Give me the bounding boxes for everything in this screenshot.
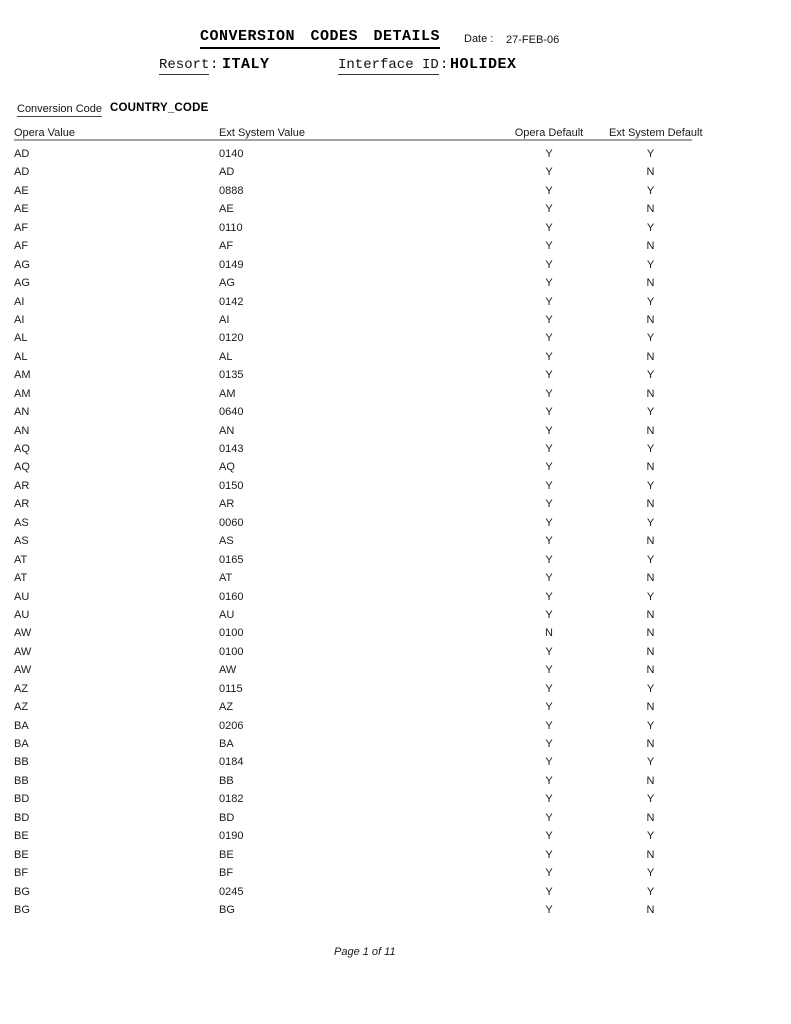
ext-system-default-cell: Y — [646, 756, 655, 769]
opera-default-cell: Y — [545, 332, 553, 345]
opera-value-cell: AW — [14, 627, 32, 640]
opera-value-cell: AD — [14, 148, 30, 160]
opera-value-cell: BE — [14, 848, 29, 861]
opera-value-cell: BG — [14, 885, 30, 898]
ext-system-default-cell: N — [646, 387, 655, 400]
ext-system-default-cell: Y — [646, 479, 655, 492]
opera-value-cell: AM — [14, 387, 31, 400]
ext-system-value-cell: AD — [219, 166, 235, 179]
opera-value-cell: AI — [14, 313, 25, 326]
table-header — [14, 127, 703, 139]
table-row — [14, 661, 692, 679]
ext-system-value-cell: BE — [219, 848, 234, 861]
table-row — [14, 569, 692, 587]
table-row — [14, 753, 692, 771]
ext-system-value-cell: 0100 — [219, 645, 244, 658]
table-row — [14, 606, 692, 624]
opera-value-cell: AQ — [14, 443, 30, 455]
table-row — [14, 440, 692, 458]
opera-value-cell: AT — [14, 572, 28, 585]
ext-system-value-cell: AM — [219, 387, 236, 400]
opera-value-cell: BD — [14, 793, 30, 806]
ext-system-value-cell: 0888 — [219, 184, 244, 197]
ext-system-value-cell: AG — [219, 277, 235, 290]
table-row — [14, 624, 692, 642]
ext-system-value-cell: BG — [219, 903, 235, 916]
table-row — [14, 458, 692, 476]
resort-label: Resort — [159, 57, 210, 73]
ext-system-default-cell: N — [646, 350, 655, 363]
opera-default-cell: Y — [545, 793, 553, 806]
ext-system-value-cell: AE — [219, 203, 234, 216]
opera-default-cell: Y — [545, 811, 553, 824]
opera-value-cell: AZ — [14, 682, 29, 695]
ext-system-value-cell: AF — [219, 240, 234, 253]
table-row — [14, 717, 692, 735]
opera-value-cell: AD — [14, 166, 30, 179]
table-row — [14, 163, 692, 181]
ext-system-value-cell: 0206 — [219, 719, 244, 732]
conversion-code-label: Conversion Code — [17, 103, 102, 115]
opera-value-cell: AR — [14, 479, 30, 492]
table-row — [14, 237, 692, 255]
table-row — [14, 532, 692, 550]
ext-system-value-cell: BD — [219, 811, 235, 824]
table-row — [14, 348, 692, 366]
table-row — [14, 772, 692, 790]
table-row — [14, 809, 692, 827]
column-header-ext-system-default: Ext System Default — [609, 127, 703, 139]
ext-system-value-cell: 0115 — [219, 682, 243, 695]
ext-system-default-cell: Y — [646, 885, 655, 898]
ext-system-value-cell: 0142 — [219, 295, 244, 308]
opera-default-cell: N — [545, 627, 553, 640]
opera-default-cell: Y — [545, 867, 553, 880]
ext-system-value-cell: 0640 — [219, 406, 244, 419]
opera-value-cell: AE — [14, 184, 29, 197]
ext-system-value-cell: AT — [219, 572, 233, 585]
ext-system-default-cell: Y — [646, 590, 655, 603]
ext-system-default-cell: Y — [646, 443, 655, 455]
opera-value-cell: AW — [14, 664, 32, 677]
opera-default-cell: Y — [545, 608, 553, 621]
ext-system-default-cell: Y — [646, 553, 655, 566]
ext-system-default-cell: N — [646, 848, 655, 861]
opera-default-cell: Y — [545, 756, 553, 769]
opera-value-cell: BD — [14, 811, 30, 824]
ext-system-default-cell: N — [646, 240, 655, 253]
ext-system-value-cell: AS — [219, 535, 234, 548]
opera-default-cell: Y — [545, 443, 553, 455]
opera-value-cell: AN — [14, 424, 30, 437]
opera-value-cell: AG — [14, 258, 30, 271]
table-row — [14, 680, 692, 698]
opera-default-cell: Y — [545, 553, 553, 566]
opera-value-cell: BG — [14, 903, 30, 916]
ext-system-value-cell: 0150 — [219, 479, 244, 492]
table-row — [14, 422, 692, 440]
opera-default-cell: Y — [545, 682, 553, 695]
ext-system-default-cell: N — [646, 424, 655, 437]
opera-default-cell: Y — [545, 738, 553, 750]
opera-value-cell: BB — [14, 774, 29, 787]
opera-default-cell: Y — [545, 313, 553, 326]
ext-system-default-cell: Y — [646, 867, 655, 880]
table-row — [14, 735, 692, 753]
ext-system-value-cell: 0060 — [219, 516, 244, 529]
ext-system-value-cell: AW — [219, 664, 237, 677]
ext-system-default-cell: N — [646, 608, 655, 621]
table-row — [14, 182, 692, 200]
table-row — [14, 256, 692, 274]
opera-default-cell: Y — [545, 516, 553, 529]
ext-system-default-cell: N — [646, 498, 655, 511]
table-row — [14, 643, 692, 661]
ext-system-value-cell: 0184 — [219, 756, 244, 769]
ext-system-value-cell: AQ — [219, 461, 235, 474]
ext-system-default-cell: N — [646, 461, 655, 474]
opera-value-cell: AN — [14, 406, 30, 419]
ext-system-default-cell: N — [646, 313, 655, 326]
opera-value-cell: AI — [14, 295, 25, 308]
ext-system-default-cell: Y — [646, 332, 655, 345]
ext-system-default-cell: Y — [646, 793, 655, 806]
opera-default-cell: Y — [545, 221, 553, 234]
column-header-opera-default: Opera Default — [514, 127, 584, 139]
opera-default-cell: Y — [545, 350, 553, 363]
table-row — [14, 274, 692, 292]
ext-system-default-cell: Y — [646, 184, 655, 197]
opera-default-cell: Y — [545, 406, 553, 419]
ext-system-default-cell: N — [646, 774, 655, 787]
table-row — [14, 366, 692, 384]
ext-system-value-cell: AU — [219, 608, 235, 621]
opera-default-cell: Y — [545, 535, 553, 548]
opera-value-cell: AU — [14, 590, 30, 603]
opera-default-cell: Y — [545, 424, 553, 437]
opera-value-cell: AL — [14, 332, 28, 345]
ext-system-value-cell: BB — [219, 774, 234, 787]
opera-default-cell: Y — [545, 774, 553, 787]
ext-system-value-cell: 0140 — [219, 148, 244, 160]
opera-value-cell: BA — [14, 738, 29, 750]
table-row — [14, 200, 692, 218]
table-body — [14, 145, 692, 919]
opera-default-cell: Y — [545, 166, 553, 179]
ext-system-value-cell: 0135 — [219, 369, 244, 382]
table-row — [14, 403, 692, 421]
opera-value-cell: AS — [14, 535, 29, 548]
column-header-ext-system-value: Ext System Value — [219, 127, 305, 139]
table-row — [14, 790, 692, 808]
opera-value-cell: AS — [14, 516, 29, 529]
opera-default-cell: Y — [545, 479, 553, 492]
ext-system-default-cell: Y — [646, 148, 655, 160]
ext-system-default-cell: N — [646, 277, 655, 290]
ext-system-default-cell: N — [646, 203, 655, 216]
page-number: Page 1 of 11 — [334, 946, 396, 958]
ext-system-default-cell: Y — [646, 682, 655, 695]
opera-default-cell: Y — [545, 387, 553, 400]
date-value: 27-FEB-06 — [506, 34, 560, 46]
opera-default-cell: Y — [545, 295, 553, 308]
table-row — [14, 329, 692, 347]
table-row — [14, 385, 692, 403]
opera-default-cell: Y — [545, 719, 553, 732]
opera-value-cell: AF — [14, 240, 29, 253]
opera-default-cell: Y — [545, 590, 553, 603]
opera-value-cell: AL — [14, 350, 28, 363]
ext-system-default-cell: Y — [646, 406, 655, 419]
opera-default-cell: Y — [545, 701, 553, 714]
ext-system-value-cell: 0149 — [219, 258, 244, 271]
ext-system-value-cell: 0160 — [219, 590, 244, 603]
table-row — [14, 588, 692, 606]
ext-system-default-cell: N — [646, 738, 655, 750]
opera-value-cell: AU — [14, 608, 30, 621]
ext-system-value-cell: 0245 — [219, 885, 244, 898]
column-header-opera-value: Opera Value — [14, 127, 75, 139]
ext-system-value-cell: BA — [219, 738, 234, 750]
table-row — [14, 827, 692, 845]
ext-system-value-cell: BF — [219, 867, 234, 880]
report-title: CONVERSION CODES DETAILS — [200, 28, 440, 49]
ext-system-default-cell: N — [646, 701, 655, 714]
opera-value-cell: AT — [14, 553, 28, 566]
table-row — [14, 901, 692, 919]
opera-value-cell: AZ — [14, 701, 29, 714]
ext-system-value-cell: AL — [219, 350, 233, 363]
ext-system-value-cell: AR — [219, 498, 235, 511]
ext-system-value-cell: 0190 — [219, 830, 244, 843]
interface-id-label: Interface ID — [338, 57, 439, 73]
ext-system-default-cell: N — [646, 903, 655, 916]
interface-id-value: HOLIDEX — [450, 56, 517, 73]
table-row — [14, 864, 692, 882]
ext-system-default-cell: Y — [646, 221, 655, 234]
ext-system-default-cell: N — [646, 664, 655, 677]
ext-system-value-cell: 0100 — [219, 627, 244, 640]
opera-default-cell: Y — [545, 148, 553, 160]
ext-system-value-cell: AN — [219, 424, 235, 437]
opera-default-cell: Y — [545, 572, 553, 585]
ext-system-value-cell: AI — [219, 313, 230, 326]
table-row — [14, 293, 692, 311]
ext-system-default-cell: Y — [646, 830, 655, 843]
opera-default-cell: Y — [545, 498, 553, 511]
table-row — [14, 883, 692, 901]
table-header-rule — [14, 139, 692, 141]
ext-system-default-cell: Y — [646, 516, 655, 529]
table-row — [14, 514, 692, 532]
table-row — [14, 698, 692, 716]
opera-default-cell: Y — [545, 258, 553, 271]
opera-default-cell: Y — [545, 203, 553, 216]
opera-default-cell: Y — [545, 645, 553, 658]
table-row — [14, 145, 692, 163]
ext-system-value-cell: 0110 — [219, 221, 243, 234]
resort-value: ITALY — [222, 56, 270, 73]
date-label: Date : — [464, 33, 494, 45]
opera-default-cell: Y — [545, 369, 553, 382]
opera-value-cell: AG — [14, 277, 30, 290]
opera-value-cell: AE — [14, 203, 29, 216]
table-row — [14, 551, 692, 569]
table-row — [14, 846, 692, 864]
table-row — [14, 311, 692, 329]
opera-default-cell: Y — [545, 830, 553, 843]
interface-id-colon: : — [440, 57, 449, 73]
ext-system-value-cell: 0120 — [219, 332, 244, 345]
opera-default-cell: Y — [545, 461, 553, 474]
opera-value-cell: AF — [14, 221, 29, 234]
opera-default-cell: Y — [545, 184, 553, 197]
opera-value-cell: BE — [14, 830, 29, 843]
opera-default-cell: Y — [545, 240, 553, 253]
opera-value-cell: AQ — [14, 461, 30, 474]
opera-value-cell: BA — [14, 719, 29, 732]
ext-system-value-cell: 0182 — [219, 793, 244, 806]
ext-system-default-cell: N — [646, 811, 655, 824]
ext-system-value-cell: 0165 — [219, 553, 244, 566]
ext-system-default-cell: N — [646, 166, 655, 179]
ext-system-default-cell: N — [646, 645, 655, 658]
opera-value-cell: AW — [14, 645, 32, 658]
opera-default-cell: Y — [545, 848, 553, 861]
opera-value-cell: BB — [14, 756, 29, 769]
opera-default-cell: Y — [545, 903, 553, 916]
ext-system-value-cell: AZ — [219, 701, 234, 714]
resort-colon: : — [210, 57, 219, 73]
ext-system-default-cell: N — [646, 535, 655, 548]
opera-value-cell: AM — [14, 369, 31, 382]
ext-system-default-cell: N — [646, 627, 655, 640]
table-row — [14, 495, 692, 513]
ext-system-default-cell: Y — [646, 369, 655, 382]
opera-value-cell: BF — [14, 867, 29, 880]
opera-default-cell: Y — [545, 277, 553, 290]
table-row — [14, 219, 692, 237]
ext-system-default-cell: N — [646, 572, 655, 585]
opera-value-cell: AR — [14, 498, 30, 511]
ext-system-default-cell: Y — [646, 258, 655, 271]
ext-system-value-cell: 0143 — [219, 443, 244, 455]
opera-default-cell: Y — [545, 664, 553, 677]
opera-default-cell: Y — [545, 885, 553, 898]
ext-system-default-cell: Y — [646, 719, 655, 732]
conversion-code-value: COUNTRY_CODE — [110, 102, 209, 114]
table-row — [14, 477, 692, 495]
ext-system-default-cell: Y — [646, 295, 655, 308]
